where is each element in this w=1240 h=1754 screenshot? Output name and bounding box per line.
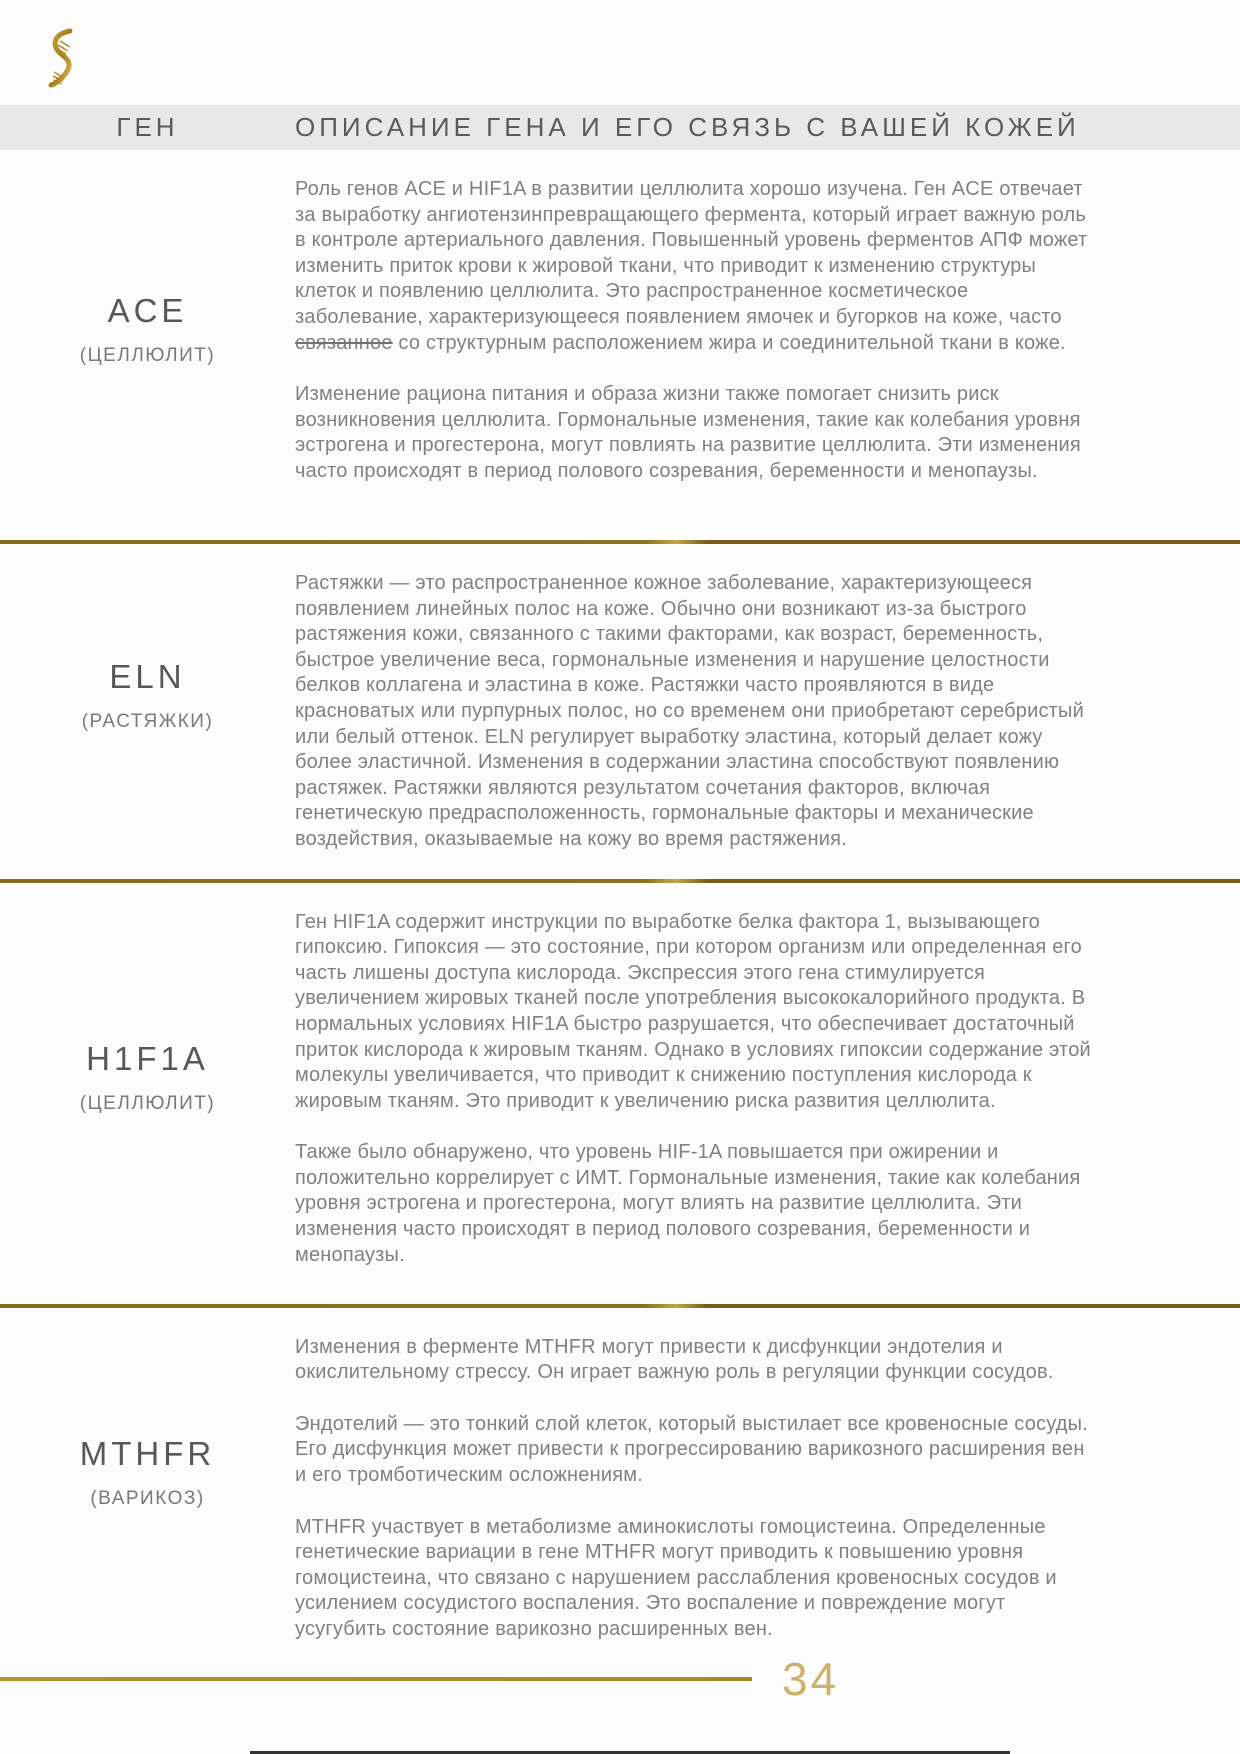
gene-condition: (РАСТЯЖКИ) [81, 710, 214, 732]
gene-row-ace [0, 150, 1240, 540]
gene-label-block [0, 134, 295, 524]
gene-description-cell [295, 544, 1095, 879]
page-number: 34 [782, 1653, 840, 1705]
gene-description-paragraph: Эндотелий — это тонкий слой клеток, который выстилает все кровеносные сосуды. Его дисфункция может привести к прогрессированию варикозного расширения вен и его тромботическим осложнениям. [295, 1412, 1088, 1486]
gene-row-h1f1a [0, 883, 1240, 1304]
gene-condition: (ЦЕЛЛЮЛИТ) [79, 344, 216, 366]
dna-logo-icon [46, 28, 80, 90]
gene-label-block [0, 528, 295, 863]
gene-name: ELN [109, 657, 186, 695]
description-text-segment: Роль генов ACE и HIF1A в развитии целлюлита хорошо изучена. Ген ACE отвечает за выработку ангиотензинпревращающего фермента, который играет важную роль в контроле артериального давления. Повышенный уровень ферментов АПФ может изменить приток крови к жировой ткани, что приводит к изменению структуры клеток и появлению целлюлита. Это распространенное косметическое заболевание, характеризующееся появлением ямочек и бугорков на коже, часто [295, 178, 1088, 328]
gene-name: H1F1A [86, 1039, 209, 1077]
gene-description-paragraph: Ген HIF1A содержит инструкции по выработке белка фактора 1, вызывающего гипоксию. Гипоксия — это состояние, при котором организм или определенная его часть лишены доступа кислорода. Экспрессия этого гена стимулируется увеличением жировых тканей после употребления высококалорийного продукта. В нормальных условиях HIF1A быстро разрушается, что обеспечивает достаточный приток кислорода к жировым тканям. Однако в условиях гипоксии содержание этой молекулы увеличивается, что приводит к снижению поступления кислорода к жировым тканям. Это приводит к увеличению риска развития целлюлита. [295, 910, 1091, 1112]
gene-row-eln [0, 544, 1240, 879]
gene-description-paragraph: Изменения в ферменте MTHFR могут привести к дисфункции эндотелия и окислительному стрессу. Он играет важную роль в регуляции функции сосудов. [295, 1335, 1054, 1384]
gene-condition: (ЦЕЛЛЮЛИТ) [79, 1092, 216, 1114]
gene-description-paragraph: Изменение рациона питания и образа жизни также помогает снизить риск возникновения целлюлита. Гормональные изменения, такие как колебания уровня эстрогена и прогестерона, могут повлиять на развитие целлюлита. Эти изменения часто происходят в период полового созревания, беременности и менопаузы. [295, 383, 1081, 482]
gene-label-block [0, 1292, 295, 1653]
page-footer [0, 1652, 1240, 1706]
description-column-header: ОПИСАНИЕ ГЕНА И ЕГО СВЯЗЬ С ВАШЕЙ КОЖЕЙ [295, 112, 1080, 142]
gene-label-block [0, 867, 295, 1288]
gene-column-header: ГЕН [116, 112, 179, 142]
strikethrough-word: связанное [295, 331, 393, 354]
gene-name: MTHFR [79, 1434, 216, 1472]
gene-description-cell [295, 883, 1095, 1304]
gene-description-paragraph: MTHFR участвует в метаболизме аминокислоты гомоцистеина. Определенные генетические вариации в гене MTHFR могут приводить к повышению уровня гомоцистеина, что связано с нарушением расслабления кровеносных сосудов и усилением сосудистого воспаления. Это воспаление и повреждение могут усугубить состояние варикозно расширенных вен. [295, 1515, 1057, 1640]
gene-description-paragraph [295, 177, 1095, 356]
gene-row-mthfr [0, 1308, 1240, 1669]
gene-description-paragraph: Растяжки — это распространенное кожное заболевание, характеризующееся появлением линейных полос на коже. Обычно они возникают из-за быстрого растяжения кожи, связанного с такими факторами, как возраст, беременность, быстрое увеличение веса, гормональные изменения и нарушение целостности белков коллагена и эластина в коже. Растяжки часто проявляются в виде красноватых или пурпурных полос, но со временем они приобретают серебристый или белый оттенок. ELN регулирует выработку эластина, который делает кожу более эластичной. Изменения в содержании эластина способствуют появлению растяжек. Растяжки являются результатом сочетания факторов, включая генетическую предрасположенность, гормональные факторы и механические воздействия, оказываемые на кожу во время растяжения. [295, 572, 1084, 850]
gene-condition: (ВАРИКОЗ) [90, 1487, 205, 1509]
gene-name: ACE [107, 291, 188, 329]
gene-description-cell [295, 150, 1095, 540]
gene-description-cell [295, 1308, 1095, 1669]
footer-rule [0, 1677, 752, 1681]
gene-description-paragraph: Также было обнаружено, что уровень HIF-1A повышается при ожирении и положительно коррелирует с ИМТ. Гормональные изменения, такие как колебания уровня эстрогена и прогестерона, могут влиять на развитие целлюлита. Эти изменения часто происходят в период полового созревания, беременности и менопаузы. [295, 1141, 1081, 1266]
description-text-segment: со структурным расположением жира и соединительной ткани в коже. [392, 331, 1066, 354]
